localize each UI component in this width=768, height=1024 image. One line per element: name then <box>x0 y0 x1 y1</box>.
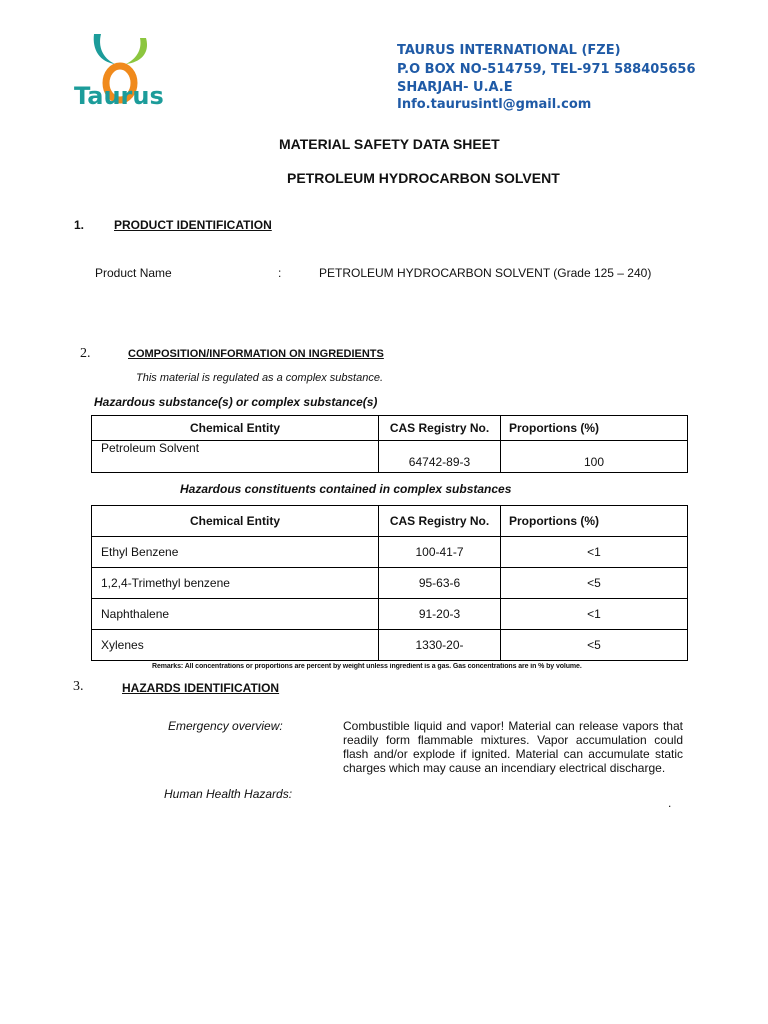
section-1-heading: PRODUCT IDENTIFICATION <box>114 218 272 232</box>
table-row <box>92 599 688 630</box>
cell-cas-number: 95-63-6 <box>379 568 501 599</box>
company-email[interactable] <box>397 97 591 112</box>
cell-proportion: 100 <box>501 441 688 473</box>
table-header-row <box>92 416 688 441</box>
header-cas-registry: CAS Registry No. <box>379 416 501 441</box>
cell-cas-number: 64742-89-3 <box>379 441 501 473</box>
cell-chemical-entity: Petroleum Solvent <box>92 441 379 473</box>
section-3-number: 3. <box>73 679 84 694</box>
cell-cas-number: 91-20-3 <box>379 599 501 630</box>
cell-chemical-entity: Ethyl Benzene <box>92 537 379 568</box>
section-1-number: 1. <box>74 218 85 232</box>
company-city: SHARJAH- U.A.E <box>397 80 513 95</box>
cell-chemical-entity: Xylenes <box>92 630 379 661</box>
table-row <box>92 441 688 473</box>
cell-chemical-entity: 1,2,4-Trimethyl benzene <box>92 568 379 599</box>
header-proportions: Proportions (%) <box>501 416 688 441</box>
table-1-caption: Hazardous substance(s) or complex substance(s) <box>94 395 378 409</box>
cell-proportion: <5 <box>501 630 688 661</box>
complex-substance-note: This material is regulated as a complex substance. <box>136 372 384 384</box>
header-proportions: Proportions (%) <box>501 506 688 537</box>
section-3-heading: HAZARDS IDENTIFICATION <box>122 681 280 695</box>
document-subtitle: PETROLEUM HYDROCARBON SOLVENT <box>287 170 560 186</box>
header-chemical-entity: Chemical Entity <box>92 506 379 537</box>
document-title: MATERIAL SAFETY DATA SHEET <box>279 136 500 152</box>
cell-proportion: <5 <box>501 568 688 599</box>
logo-wordmark: Taurus <box>74 82 164 110</box>
company-address: P.O BOX NO-514759, TEL-971 588405656 <box>397 62 696 77</box>
cell-cas-number: 1330-20- <box>379 630 501 661</box>
header-chemical-entity: Chemical Entity <box>92 416 379 441</box>
header-cas-registry: CAS Registry No. <box>379 506 501 537</box>
company-email-text: Info.taurusintl@gmail.com <box>397 97 592 112</box>
table-row <box>92 630 688 661</box>
product-name-colon: : <box>278 266 282 280</box>
table-row <box>92 537 688 568</box>
table-header-row <box>92 506 688 537</box>
section-2-heading: COMPOSITION/INFORMATION ON INGREDIENTS <box>128 348 384 360</box>
cell-chemical-entity: Naphthalene <box>92 599 379 630</box>
hazardous-constituents-table <box>91 505 688 661</box>
human-health-hazards-label: Human Health Hazards: <box>164 787 293 801</box>
hazardous-substances-table <box>91 415 688 473</box>
cell-cas-number: 100-41-7 <box>379 537 501 568</box>
emergency-overview-text: Combustible liquid and vapor! Material can release vapors that readily form flammable mixtures. Vapor accumulation could flash and/or explode if ignited. Material can accumulate static charges which may cause an incendiary electrical discharge. <box>343 719 683 775</box>
trailing-period: . <box>668 796 672 810</box>
table-2-caption: Hazardous constituents contained in complex substances <box>180 482 512 496</box>
cell-proportion: <1 <box>501 599 688 630</box>
cell-proportion: <1 <box>501 537 688 568</box>
composition-remarks: Remarks: All concentrations or proportions are percent by weight unless ingredient is a gas. Gas concentrations are in % by volume. <box>152 663 582 670</box>
product-name-label: Product Name <box>95 266 172 280</box>
emergency-overview-label: Emergency overview: <box>168 719 283 733</box>
table-row <box>92 568 688 599</box>
product-name-value: PETROLEUM HYDROCARBON SOLVENT (Grade 125 – 240) <box>319 266 652 280</box>
section-2-number: 2. <box>80 346 91 361</box>
company-name: TAURUS INTERNATIONAL (FZE) <box>397 43 621 58</box>
